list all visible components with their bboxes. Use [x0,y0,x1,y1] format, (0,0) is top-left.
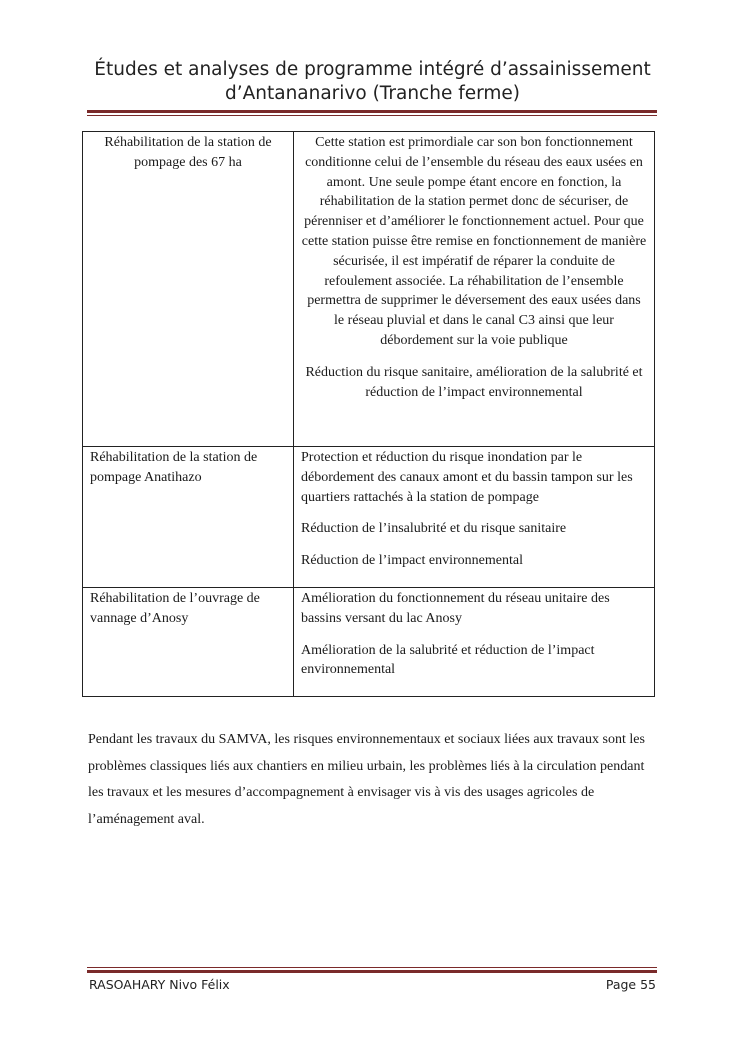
table-row [83,132,655,447]
description-paragraph: Protection et réduction du risque inondation par le débordement des canaux amont et du bassin tampon sur les quartiers rattachés à la station de pompage [301,450,633,505]
description-paragraph: Cette station est primordiale car son bon fonctionnement conditionne celui de l’ensemble du réseau des eaux usées en amont. Une seule pompe étant encore en fonction, la réhabilitation de la station permet donc de sécuriser, de pérenniser et d’améliorer le fonctionnement actuel. Pour que cette station puisse être remise en fonctionnement de manière sécurisée, il est impératif de réparer la conduite de refoulement associée. La réhabilitation de l’ensemble permettra de supprimer le déversement des eaux usées dans le réseau pluvial et dans le canal C3 ainsi que leur débordement sur la voie publique [301,135,647,348]
project-name-cell: Réhabilitation de la station de pompage Anatihazo [83,447,294,588]
project-name-cell: Réhabilitation de la station de pompage des 67 ha [83,132,294,447]
header-rule-thin [87,115,657,116]
project-name-cell: Réhabilitation de l’ouvrage de vannage d’Anosy [83,587,294,696]
description-paragraph: Réduction de l’insalubrité et du risque sanitaire [301,521,567,537]
project-description-cell [294,132,655,447]
table-row [83,447,655,588]
table-row [83,587,655,696]
body-paragraph: Pendant les travaux du SAMVA, les risques environnementaux et sociaux liées aux travaux sont les problèmes classiques liés aux chantiers en milieu urbain, les problèmes liés à la circulation pendant les travaux et les mesures d’accompagnement à envisager vis à vis des usages agricoles de l’aménagement aval. [88,732,645,827]
header-rule-thick [87,110,657,113]
description-paragraph: Réduction du risque sanitaire, amélioration de la salubrité et réduction de l’impact environnemental [305,364,643,400]
projects-table [82,131,655,697]
project-description-cell [294,447,655,588]
header-title-line-1: Études et analyses de programme intégré d’assainissement [94,59,651,80]
description-paragraph: Réduction de l’impact environnemental [301,553,523,569]
footer-author: RASOAHARY Nivo Félix [89,977,230,992]
page-header-title [90,58,655,106]
description-paragraph: Amélioration de la salubrité et réduction de l’impact environnemental [301,642,595,678]
header-title-line-2: d’Antananarivo (Tranche ferme) [224,83,521,104]
description-paragraph: Amélioration du fonctionnement du réseau unitaire des bassins versant du lac Anosy [301,590,610,626]
footer-rule-thick [87,970,657,973]
project-description-cell [294,587,655,696]
footer-page-number: Page 55 [605,977,656,992]
footer-rule-thin [87,967,657,968]
